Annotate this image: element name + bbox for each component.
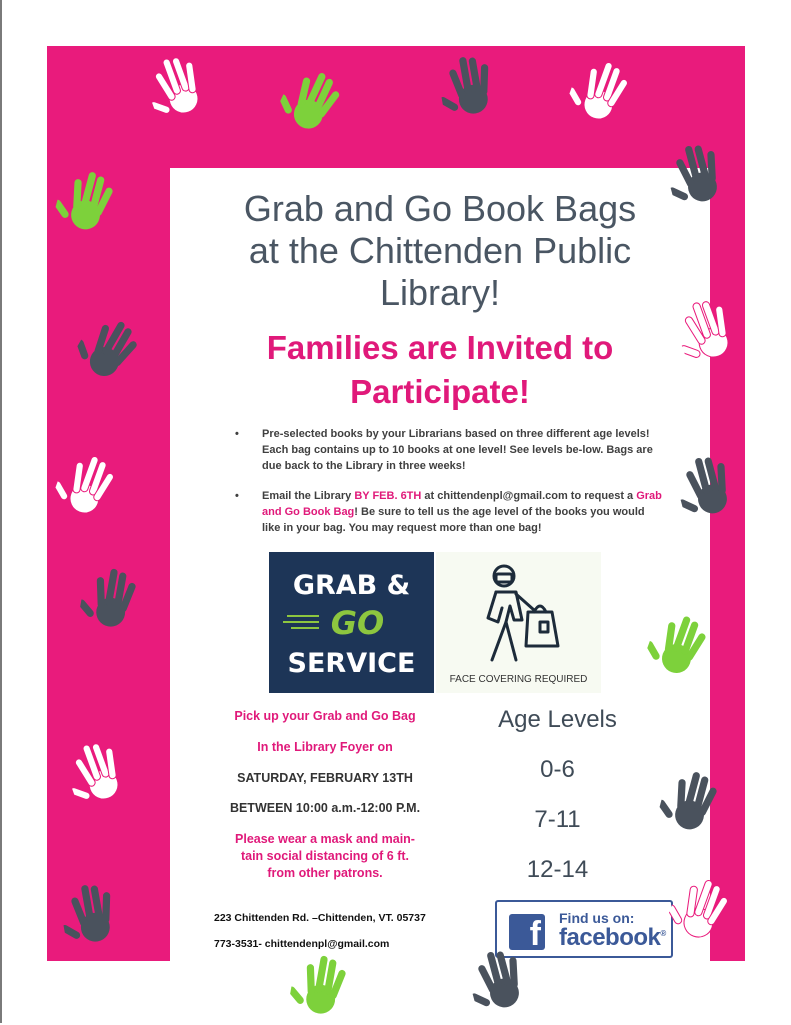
facebook-registered-mark: ® <box>660 929 666 938</box>
pickup-line-1: Pick up your Grab and Go Bag <box>234 709 416 723</box>
bullet-text-books: Pre-selected books by your Librarians based on three different age levels! Each bag contains up to 10 books at one level! See levels be-low. Bags are due back to the Library in three weeks! <box>262 428 653 472</box>
flyer-subtitle <box>170 326 710 414</box>
logo-go-text: GO <box>330 604 385 642</box>
flyer-title <box>170 188 710 314</box>
facebook-word: facebook <box>559 924 661 951</box>
flyer-panel <box>170 168 710 976</box>
subtitle-line-1: Families are Invited to <box>266 329 614 366</box>
pickup-date: SATURDAY, FEBRUARY 13TH <box>237 771 413 785</box>
pickup-time: BETWEEN 10:00 a.m.-12:00 P.M. <box>229 801 421 815</box>
bullet-item-email <box>220 488 665 536</box>
email-deadline: BY FEB. 6TH <box>354 490 422 502</box>
page-edge-line <box>0 0 2 1023</box>
library-address: 223 Chittenden Rd. –Chittenden, VT. 05737 <box>214 912 426 924</box>
age-level-item: 0-6 <box>540 756 575 783</box>
face-covering-notice <box>436 552 601 693</box>
info-bullets <box>220 426 665 550</box>
bullet-item-books <box>220 426 665 474</box>
logo-service-text: SERVICE <box>287 648 416 679</box>
face-covering-caption: FACE COVERING REQUIRED <box>449 674 588 685</box>
facebook-f-icon: f <box>509 914 545 950</box>
pickup-line-2: In the Library Foyer on <box>257 740 393 754</box>
title-line-2: at the Chittenden Public <box>248 230 632 271</box>
bullet-text-email-mid: at chittendenpl@gmail.com to request a <box>421 490 637 502</box>
handprint-icon <box>435 47 508 125</box>
logo-grab-text: GRAB & <box>292 570 411 601</box>
handprint-icon <box>77 560 150 638</box>
bullet-text-email-post: ! Be sure to tell us the age level of the books you would like in your bag. You may request more than one bag! <box>262 506 645 534</box>
grab-and-go-bag-phrase: Grab and Go Book Bag <box>262 490 662 518</box>
facebook-wordmark <box>559 924 666 952</box>
bullet-dot-icon: • <box>235 490 239 502</box>
masked-person-with-bag-icon <box>466 562 571 667</box>
bullet-text-email-pre: Email the Library <box>262 490 355 502</box>
library-phone-email: 773-3531- chittendenpl@gmail.com <box>214 938 390 950</box>
subtitle-line-2: Participate! <box>350 373 530 410</box>
grab-and-go-logo <box>269 552 434 693</box>
handprint-icon <box>57 875 130 953</box>
mask-notice-line-2: tain social distancing of 6 ft. <box>240 849 410 863</box>
mask-notice-line-1: Please wear a mask and main- <box>235 832 415 846</box>
bullet-dot-icon: • <box>235 428 239 440</box>
title-line-1: Grab and Go Book Bags <box>243 188 637 229</box>
title-line-3: Library! <box>379 272 501 313</box>
facebook-find-text: Find us on: <box>559 910 635 926</box>
age-level-item: 7-11 <box>534 806 581 833</box>
age-level-item: 12-14 <box>526 856 589 883</box>
mask-notice-line-3: from other patrons. <box>267 866 383 880</box>
handprint-icon <box>287 947 360 1025</box>
age-levels-heading: Age Levels <box>498 706 617 733</box>
pink-border-frame <box>47 46 745 961</box>
